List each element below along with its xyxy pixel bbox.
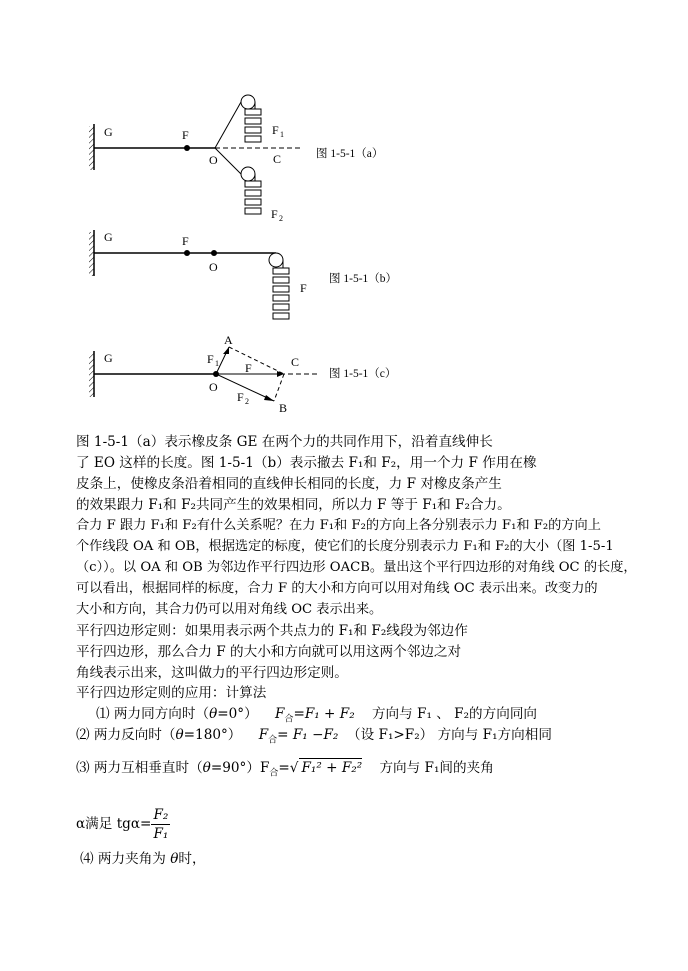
- label-F1-sub: 1: [280, 130, 284, 139]
- item-text: 两力夹角为: [93, 851, 171, 867]
- resultant-sub: 合: [284, 714, 294, 725]
- fraction: [151, 806, 170, 843]
- label-F: F: [182, 234, 189, 248]
- paragraph-1-line: 图 1-5-1（a）表示橡皮条 GE 在两个力的共同作用下，沿着直线伸长: [76, 434, 493, 450]
- resultant-F: F: [275, 706, 285, 722]
- label-O: O: [209, 380, 218, 394]
- item-number: ⑴: [96, 706, 110, 722]
- pulley-top: [241, 95, 255, 109]
- equals-sign: =: [278, 760, 290, 776]
- label-C: C: [273, 152, 282, 166]
- paragraph-2-line: 可以看出，根据同样的标度，合力 F 的大小和方向可以用对角线 OC 表示出来。改变力的: [76, 581, 598, 596]
- angle-value: =0°）: [217, 706, 258, 722]
- label-B: B: [279, 401, 288, 415]
- sqrt-radicand: F₁² + F₂²: [301, 760, 363, 776]
- label-G: G: [104, 351, 113, 365]
- item-number: ⑶: [76, 760, 90, 776]
- paragraph-2-line: 合力 F 跟力 F₁和 F₂有什么关系呢？在力 F₁和 F₂的方向上各分别表示力 F₁和 F₂的方向上: [76, 518, 601, 533]
- paragraph-1-line: 皮条上，使橡皮条沿着相同的直线伸长相同的长度，力 F 对橡皮条产生: [76, 476, 502, 492]
- fraction-denominator: F₁: [153, 826, 169, 842]
- figures-panel: [0, 0, 688, 420]
- label-A: A: [224, 333, 233, 347]
- formula: =F₁ + F₂: [293, 706, 355, 722]
- label-C: C: [291, 355, 300, 369]
- paragraph-3-line: 平行四边形，那么合力 F 的大小和方向就可以用这两个邻边之对: [76, 644, 462, 660]
- paragraph-3-line: 角线表示出来，这叫做力的平行四边形定则。: [76, 665, 348, 681]
- resultant-F: F: [258, 727, 269, 743]
- point-F: [184, 145, 190, 151]
- point-F: [184, 250, 190, 256]
- figure-1-5-1a: [89, 95, 383, 223]
- angle-value: =90°）F: [210, 760, 270, 776]
- angle-value: =180°）: [183, 727, 242, 743]
- figure-1-5-1b: [89, 230, 397, 319]
- label-F2-sub: 2: [245, 397, 249, 406]
- dashed-AC: [229, 347, 284, 374]
- string-bottom: [215, 148, 241, 174]
- paragraph-1-line: 的效果跟力 F₁和 F₂共同产生的效果相同，所以力 F 等于 F₁和 F₂合力。: [76, 497, 511, 513]
- rule-general-angle: [80, 850, 206, 868]
- label-F1: F: [272, 123, 279, 137]
- resultant-sub: 合: [269, 768, 279, 779]
- label-F2-sub: 2: [279, 214, 283, 223]
- paragraph-4-heading: 平行四边形定则的应用：计算法: [76, 685, 267, 701]
- alpha-text: α满足 tgα=: [76, 816, 152, 832]
- string-top: [215, 102, 241, 148]
- resultant-sub: 合: [268, 735, 278, 746]
- alpha-formula: [76, 803, 170, 845]
- label-F1: F: [207, 352, 214, 366]
- label-G: G: [104, 125, 113, 139]
- pulley: [269, 253, 283, 267]
- label-O: O: [209, 153, 218, 167]
- theta-symbol: θ: [175, 727, 184, 743]
- item-text: 两力互相垂直时（: [89, 760, 203, 776]
- paragraph-3-line: 平行四边形定则：如果用表示两个共点力的 F₁和 F₂线段为邻边作: [76, 623, 468, 639]
- item-number: ⑷: [80, 851, 94, 867]
- paragraph-1-line: 了 EO 这样的长度。图 1-5-1（b）表示撤去 F₁和 F₂，用一个力 F 作用在橡: [76, 455, 537, 471]
- item-text: 两力同方向时（: [109, 706, 210, 722]
- paragraph-2-line: 大小和方向，其合力仍可以用对角线 OC 表示出来。: [76, 602, 383, 617]
- caption-b: 图 1-5-1（b）: [329, 273, 398, 285]
- theta-symbol: θ: [202, 760, 211, 776]
- label-G: G: [104, 230, 113, 244]
- spring-top: [245, 109, 261, 142]
- label-F: F: [245, 361, 252, 375]
- theta-symbol: θ: [170, 851, 179, 867]
- direction-note: 方向与 F₁间的夹角: [379, 760, 494, 776]
- label-F2: F: [271, 207, 278, 221]
- figure-1-5-1c: [89, 333, 396, 415]
- caption-a: 图 1-5-1（a）: [316, 148, 384, 160]
- fraction-numerator: F₂: [153, 807, 169, 823]
- rule-opposite-direction: [76, 726, 552, 750]
- item-text-end: 时，: [178, 851, 206, 867]
- label-F2: F: [237, 390, 244, 404]
- paragraph-2-line: 个作线段 OA 和 OB，根据选定的标度，使它们的长度分别表示力 F₁和 F₂的大小（图 1-5-1: [76, 539, 614, 554]
- rule-perpendicular: ⑶ 两力互相垂直时$(\theta=90^\circ)F_合=√$ F₁² + F₂² 方向与 F₁间的夹角: [76, 760, 494, 779]
- pulley-bottom: [241, 167, 255, 181]
- label-F-spring: F: [300, 281, 307, 295]
- formula: = F₁ −F₂: [277, 727, 339, 743]
- point-O: [211, 250, 217, 256]
- label-O: O: [209, 260, 218, 274]
- spring-bottom: [245, 181, 261, 214]
- item-text: 两力反向时（: [89, 727, 176, 743]
- arrow-B: [264, 395, 274, 401]
- caption-c: 图 1-5-1（c）: [329, 368, 397, 380]
- theta-symbol: θ: [209, 706, 218, 722]
- paragraph-2-line: （c））。以 OA 和 OB 为邻边作平行四边形 OACB。量出这个平行四边形的对角线 OC 的长度，: [76, 560, 637, 575]
- item-number: ⑵: [76, 727, 90, 743]
- label-F: F: [182, 128, 189, 142]
- dashed-CB: [274, 374, 284, 401]
- spring: [273, 268, 289, 319]
- direction-note: （设 F₁>F₂） 方向与 F₁方向相同: [347, 727, 552, 743]
- direction-note: 方向与 F₁ 、 F₂的方向同向: [371, 706, 538, 722]
- label-F1-sub: 1: [215, 359, 219, 368]
